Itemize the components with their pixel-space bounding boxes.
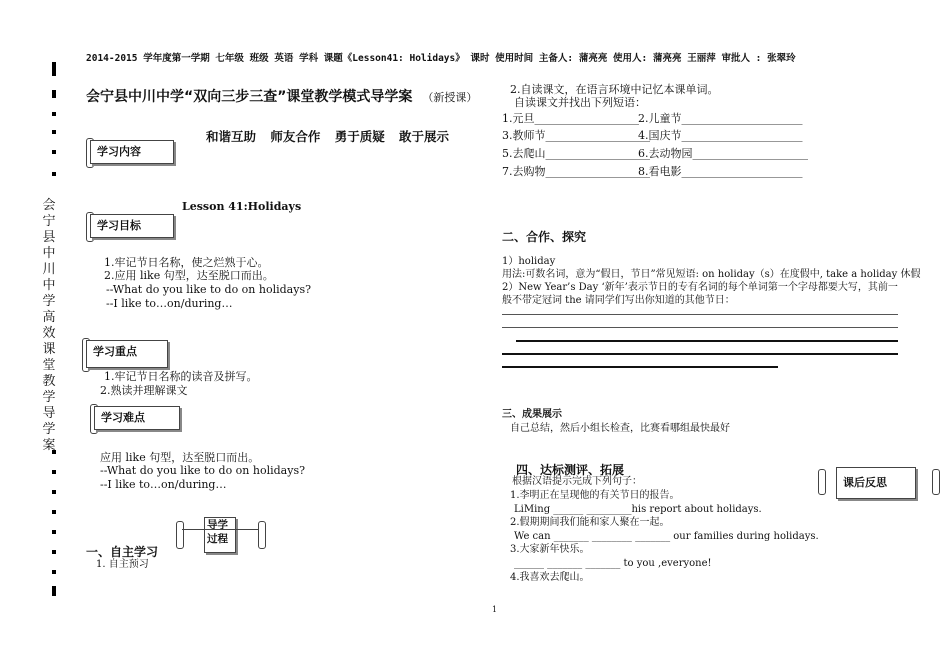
key-line-2: 2.熟读并理解课文 — [100, 384, 188, 397]
question-1: 1.李明正在呈现他的有关节日的报告。 — [510, 490, 680, 501]
question-4: 4.我喜欢去爬山。 — [510, 572, 590, 583]
phrase-6: 6.去动物园_____________________ — [638, 147, 808, 160]
phrase-3: 3.教师节___________________ — [502, 129, 650, 142]
results-text: 自己总结，然后小组长检查，比赛看哪组最快最好 — [510, 423, 730, 434]
question-3: 3.大家新年快乐。 — [510, 544, 590, 555]
holiday-note-4: 般不带定冠词 the 请同学们写出你知道的其他节日： — [502, 295, 735, 306]
goal-line-3: --What do you like to do on holidays? — [106, 283, 311, 296]
holiday-note-1: 1）holiday — [502, 256, 556, 267]
question-3-en: ______ _______ _______ to you ,everyone! — [514, 558, 712, 569]
assessment-instruction: 根据汉语提示完成下列句子： — [512, 476, 642, 487]
question-2-en: We can _______ ________ _______ our families during holidays. — [514, 531, 819, 542]
phrase-8: 8.看电影______________________ — [638, 165, 803, 178]
phrase-7: 7.去购物___________________ — [502, 165, 650, 178]
section-results: 三、成果展示 — [502, 409, 562, 420]
holiday-note-2: 用法:可数名词，意为“假日，节日”常见短语: on holiday（s）在度假中, take a holiday 休假 — [502, 269, 921, 280]
difficulty-line-1: 应用 like 句型，达至脱口而出。 — [100, 451, 260, 464]
key-line-1: 1.牢记节日名称的读音及拼写。 — [104, 370, 258, 383]
page-number: 1 — [492, 605, 498, 614]
phrase-4: 4.国庆节______________________ — [638, 129, 803, 142]
reading-item: 2.自读课文，在语言环境中记忆本课单词。 — [510, 83, 719, 96]
header-info-line: 2014-2015 学年度第一学期 七年级 班级 英语 学科 课题《Lesson41: Holidays》 课时 使用时间 主备人: 蒲亮亮 使用人: 蒲亮亮 王丽萍 审批人 : 张翠玲 — [86, 53, 796, 64]
question-2: 2.假期期间我们能和家人聚在一起。 — [510, 517, 670, 528]
motto: 和谐互助 师友合作 勇于质疑 敢于展示 — [206, 129, 450, 144]
difficulty-line-2: --What do you like to do on holidays? — [100, 464, 305, 477]
lesson-title: Lesson 41:Holidays — [182, 200, 302, 213]
difficulty-line-3: --I like to…on/during… — [100, 478, 227, 491]
side-vertical-text: 会 宁 县 中 川 中 学 高 效 课 堂 教 学 导 学 案 — [42, 198, 56, 453]
self-study-sub: 1. 自主预习 — [96, 559, 149, 570]
phrase-5: 5.去爬山___________________ — [502, 147, 650, 160]
phrase-2: 2.儿童节______________________ — [638, 112, 803, 125]
title-tag: （新授课） — [422, 91, 478, 104]
phrase-1: 1.元旦___________________ — [502, 112, 639, 125]
goal-line-4: --I like to…on/during… — [106, 297, 233, 310]
page-title: 会宁县中川中学“双向三步三查”课堂教学模式导学案 （新授课） — [86, 89, 478, 105]
question-1-en: LiMing ______ _________his report about holidays. — [514, 504, 762, 515]
section-cooperation: 二、合作、探究 — [502, 230, 587, 244]
section-self-study: 一、自主学习 — [86, 545, 159, 559]
section-assessment: 四、达标测评、拓展 — [516, 463, 625, 477]
holiday-note-3: 2）New Year’s Day ‘新年’表示节日的专有名词的每个单词第一个字母都要大写，其前一 — [502, 282, 898, 293]
goal-line-1: 1.牢记节日名称，使之烂熟于心。 — [104, 256, 269, 269]
goal-line-2: 2.应用 like 句型，达至脱口而出。 — [104, 269, 274, 282]
reading-sub: 自读课文并找出下列短语： — [514, 96, 646, 109]
